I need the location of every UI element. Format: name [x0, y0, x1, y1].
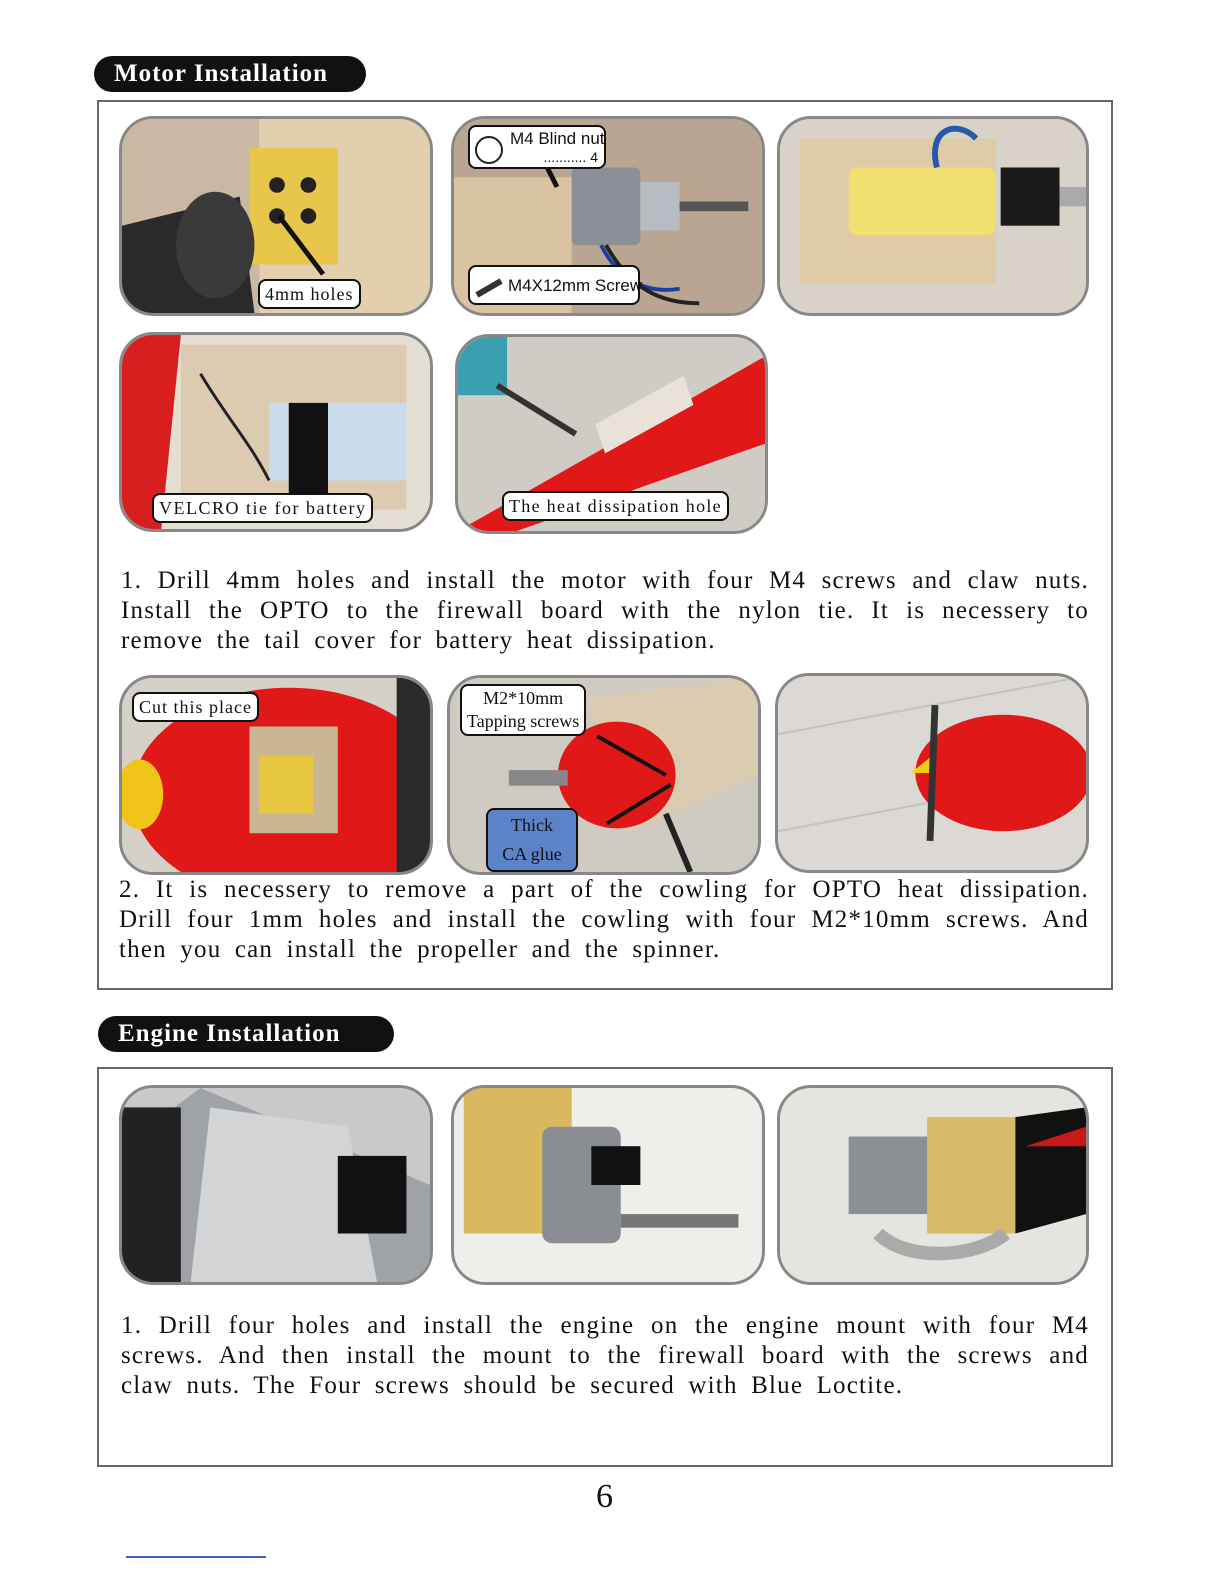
- callout-tapping-screws: [460, 684, 586, 736]
- photo-drill-firewall: [119, 116, 433, 316]
- screw-label: M4X12mm Screw: [508, 276, 643, 295]
- photo-motor-opto: [777, 116, 1089, 316]
- photo-heat-dissipation-hole: [455, 334, 768, 534]
- photo-engine-firewall: [777, 1085, 1089, 1285]
- blind-nut-count: ........... 4: [543, 149, 598, 165]
- ca-line-2: CA glue: [502, 844, 562, 864]
- ca-line-1: Thick: [511, 815, 553, 835]
- motor-step-1: 1. Drill 4mm holes and install the motor with four M4 screws and claw nuts. Install the OPTO to the firewall board with the nylon tie. It is necessery to remove the tail cover for battery heat dissipation.: [121, 567, 1089, 654]
- callout-thick-ca-glue: [486, 808, 578, 872]
- callout-4mm-holes: 4mm holes: [258, 279, 361, 309]
- page-number: 6: [596, 1478, 613, 1515]
- motor-installation-title: Motor Installation: [114, 60, 329, 87]
- photo-propeller-spinner: [775, 673, 1089, 873]
- tapping-line-2: Tapping screws: [467, 711, 580, 731]
- engine-installation-heading: [98, 1016, 394, 1052]
- screw-icon: [475, 278, 502, 297]
- nut-icon: [475, 136, 503, 164]
- photo-cowling-cut: [119, 675, 433, 875]
- engine-step-1: 1. Drill four holes and install the engine on the engine mount with four M4 screws. And then install the mount to the firewall board with the screws and claw nuts. The Four screws should be secured with Blue Loctite.: [121, 1312, 1089, 1399]
- motor-step-2: 2. It is necessery to remove a part of the cowling for OPTO heat dissipation. Drill four 1mm holes and install the cowling with four M2*10mm screws. And then you can install the propeller and the spinner.: [119, 876, 1089, 963]
- callout-velcro-tie: VELCRO tie for battery: [152, 493, 373, 523]
- blind-nut-label: M4 Blind nut: [510, 129, 605, 148]
- callout-blind-nut: [468, 125, 606, 169]
- engine-installation-title: Engine Installation: [118, 1020, 341, 1047]
- photo-engine-on-mount: [451, 1085, 765, 1285]
- callout-cut-this-place: Cut this place: [132, 692, 259, 722]
- callout-m4x12-screw: [468, 265, 643, 305]
- photo-cowling-screws: [447, 675, 761, 875]
- photo-engine-mount-screws: [119, 1085, 433, 1285]
- photo-battery-velcro: [119, 332, 433, 532]
- photo-motor-mount: [451, 116, 765, 316]
- tapping-line-1: M2*10mm: [483, 688, 564, 708]
- motor-installation-heading: [94, 56, 366, 92]
- callout-heat-dissipation-hole: The heat dissipation hole: [502, 491, 729, 521]
- footer-link-underline: [126, 1556, 266, 1558]
